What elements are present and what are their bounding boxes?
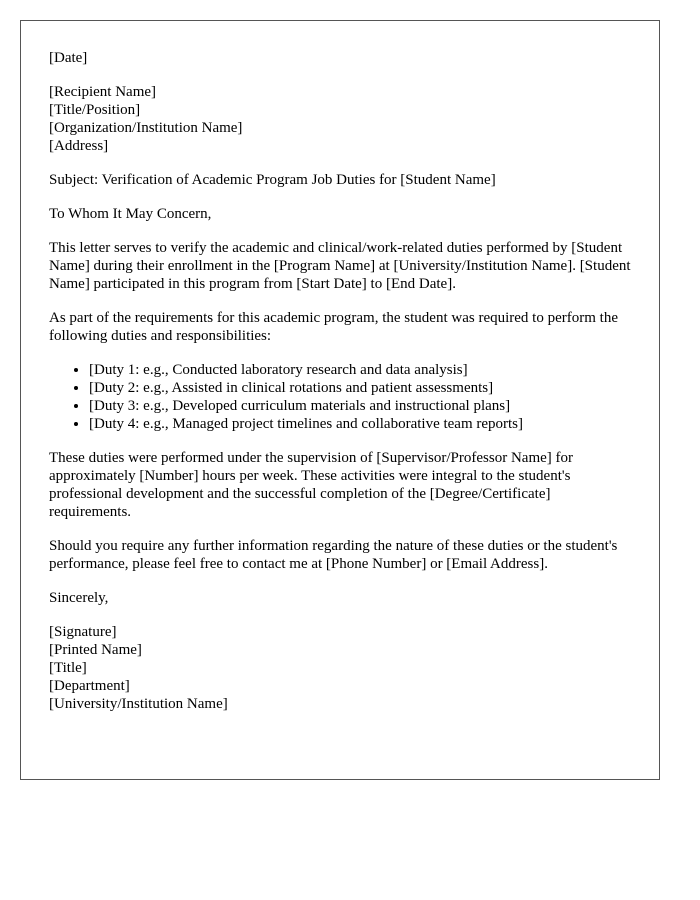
printed-name: [Printed Name]: [49, 642, 142, 658]
duties-list: [49, 361, 631, 433]
recipient-organization: [Organization/Institution Name]: [49, 120, 243, 136]
letter-closing: Sincerely,: [49, 590, 109, 606]
signature-block: [49, 623, 631, 713]
recipient-address: [Address]: [49, 138, 109, 154]
letter-date: [Date]: [49, 50, 88, 66]
letter-page: [20, 20, 660, 780]
signature-line: [Signature]: [49, 624, 117, 640]
signer-institution: [University/Institution Name]: [49, 696, 228, 712]
letter-paragraph-contact: Should you require any further information regarding the nature of these duties or the student's performance, please feel free to contact me at [Phone Number] or [Email Address].: [49, 538, 618, 572]
letter-salutation: To Whom It May Concern,: [49, 206, 212, 222]
letter-subject: Subject: Verification of Academic Program Job Duties for [Student Name]: [49, 172, 496, 188]
duty-item-3: • [Duty 3: e.g., Developed curriculum materials and instructional plans]: [89, 397, 631, 415]
letter-paragraph-intro: This letter serves to verify the academic and clinical/work-related duties performed by [Student Name] during their enrollment in the [Program Name] at [University/Institution Name]. [Student Name] participated in this program from [Start Date] to [End Date].: [49, 240, 631, 292]
signer-department: [Department]: [49, 678, 130, 694]
signer-title: [Title]: [49, 660, 87, 676]
recipient-title: [Title/Position]: [49, 102, 141, 118]
duty-item-2: • [Duty 2: e.g., Assisted in clinical rotations and patient assessments]: [89, 379, 631, 397]
recipient-block: [49, 83, 631, 155]
duty-item-1: • [Duty 1: e.g., Conducted laboratory research and data analysis]: [89, 361, 631, 379]
letter-paragraph-supervision: These duties were performed under the supervision of [Supervisor/Professor Name] for approximately [Number] hours per week. These activities were integral to the student's professional development and the successful completion of the [Degree/Certificate] requirements.: [49, 450, 574, 520]
duty-item-4: • [Duty 4: e.g., Managed project timelines and collaborative team reports]: [89, 415, 631, 433]
letter-paragraph-requirements: As part of the requirements for this academic program, the student was required to perform the following duties and responsibilities:: [49, 310, 618, 344]
recipient-name: [Recipient Name]: [49, 84, 157, 100]
